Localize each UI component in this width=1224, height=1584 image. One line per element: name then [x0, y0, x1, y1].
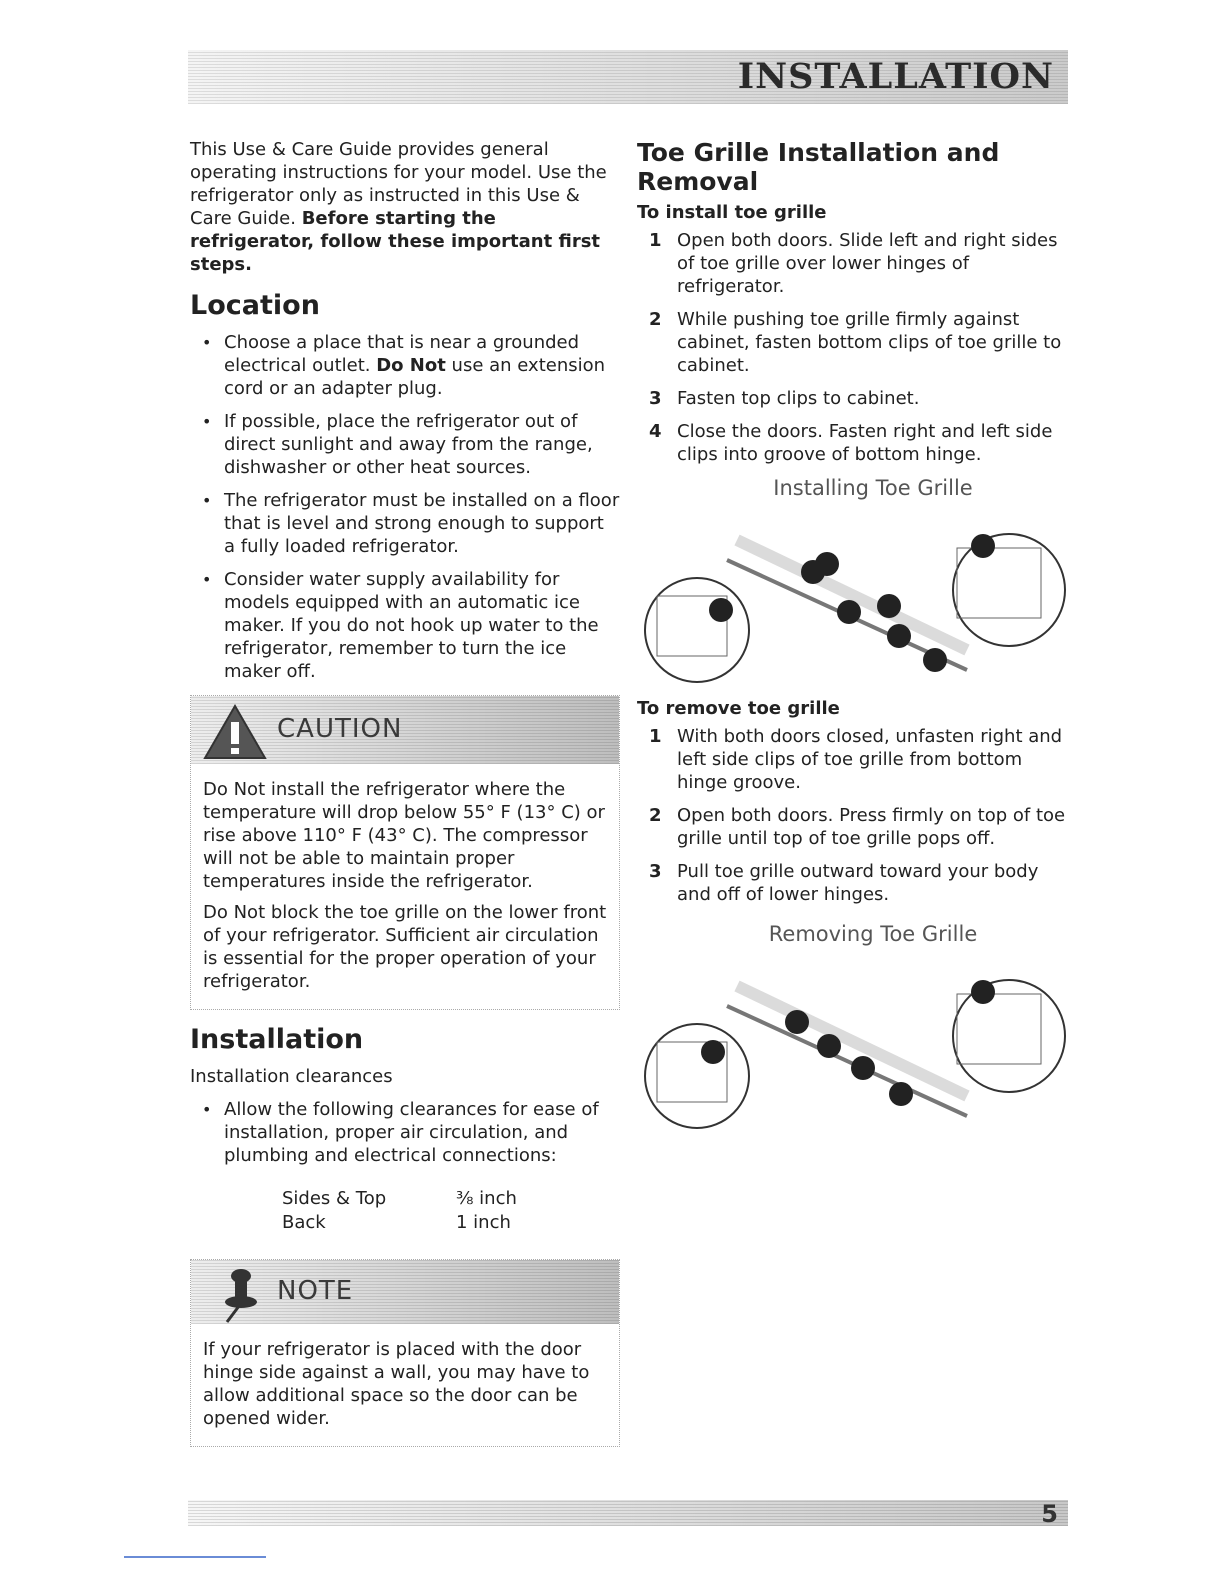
intro-bold: Before starting the refrigerator, follow these important first steps. — [190, 208, 601, 275]
caution-text-1: Do Not install the refrigerator where the temperature will drop below 55° F (13° C) or rise above 110° F (43° C). The compressor will not be able to maintain proper temperatures inside the refrigerator. — [203, 779, 605, 892]
list-item: 2 Open both doors. Press firmly on top of toe grille until top of toe grille pops off. — [649, 805, 1066, 849]
intro-paragraph — [190, 138, 620, 276]
remove-figure-title: Removing Toe Grille — [768, 922, 978, 946]
installation-subheading: Installation clearances — [190, 1066, 393, 1087]
install-figure-title: Installing Toe Grille — [773, 476, 973, 500]
list-item: 1 Open both doors. Slide left and right sides of toe grille over lower hinges of refrigerator. — [649, 230, 1058, 297]
list-item: 1 With both doors closed, unfasten right and left side clips of toe grille from bottom hinge groove. — [649, 726, 1063, 793]
installation-list — [200, 1098, 620, 1167]
table-row: Sides & Top ⅜ inch — [282, 1188, 517, 1209]
list-item: • If possible, place the refrigerator out of direct sunlight and away from the range, dishwasher or other heat sources. — [200, 410, 620, 479]
install-toe-grille-illustration — [637, 500, 1069, 686]
list-item: 3 Fasten top clips to cabinet. — [649, 388, 920, 409]
list-item: • Choose a place that is near a grounded electrical outlet. Do Not use an extension cord or an adapter plug. — [200, 331, 620, 400]
page-title: INSTALLATION — [737, 56, 1054, 97]
intro-text: This Use & Care Guide provides general operating instructions for your model. Use the refrigerator only as instructed in this Use & Care Guide. — [190, 139, 607, 229]
toe-grille-heading: Toe Grille Installation and Removal — [637, 138, 1000, 196]
remove-steps — [637, 725, 1069, 906]
header-banner — [188, 50, 1068, 104]
pushpin-icon — [213, 1266, 263, 1324]
page-number: 5 — [1041, 1500, 1058, 1528]
table-row: Back 1 inch — [282, 1212, 511, 1233]
install-figure — [637, 476, 1069, 688]
remove-toe-grille-illustration — [637, 946, 1069, 1132]
install-heading: To install toe grille — [637, 202, 827, 223]
caution-text-2: Do Not block the toe grille on the lower front of your refrigerator. Sufficient air circulation is essential for the proper operation of your refrigerator. — [203, 902, 607, 992]
right-column — [637, 138, 1069, 1144]
list-item: 4 Close the doors. Fasten right and left side clips into groove of bottom hinge. — [649, 421, 1053, 465]
list-item: 3 Pull toe grille outward toward your body and off of lower hinges. — [649, 861, 1039, 905]
installation-heading: Installation — [190, 1024, 364, 1055]
warning-icon — [203, 702, 267, 762]
note-box — [190, 1259, 620, 1447]
install-steps — [637, 229, 1069, 466]
footer-bar — [188, 1500, 1068, 1526]
list-item: • The refrigerator must be installed on a floor that is level and strong enough to support a fully loaded refrigerator. — [200, 489, 620, 558]
clearances-table — [282, 1187, 620, 1235]
list-item: 2 While pushing toe grille firmly against cabinet, fasten bottom clips of toe grille to cabinet. — [649, 309, 1062, 376]
remove-figure — [637, 922, 1069, 1134]
list-item: • Allow the following clearances for ease of installation, proper air circulation, and plumbing and electrical connections: — [200, 1098, 620, 1167]
caution-label: CAUTION — [277, 714, 403, 744]
location-heading: Location — [190, 290, 320, 321]
divider — [124, 1556, 266, 1558]
list-item: • Consider water supply availability for models equipped with an automatic ice maker. If you do not hook up water to the refrigerator, remember to turn the ice maker off. — [200, 568, 620, 683]
note-label: NOTE — [277, 1276, 354, 1306]
remove-heading: To remove toe grille — [637, 698, 840, 719]
location-list — [200, 331, 620, 683]
left-column — [190, 138, 620, 1461]
caution-box — [190, 695, 620, 1010]
note-text: If your refrigerator is placed with the door hinge side against a wall, you may have to allow additional space so the door can be opened wider. — [203, 1339, 590, 1429]
